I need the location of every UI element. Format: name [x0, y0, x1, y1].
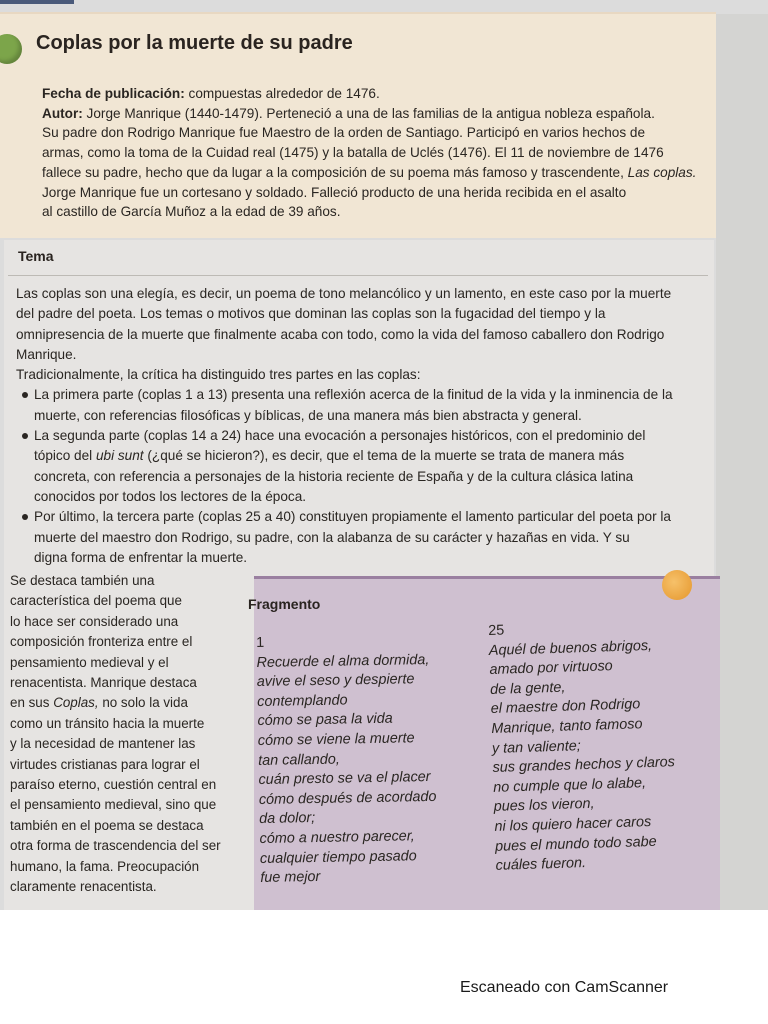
side-line: renacentista. Manrique destaca [10, 675, 197, 691]
info-text: fallece su padre, hecho que da lugar a la composición de su poema más famoso y trascendente, [42, 164, 628, 180]
verse-line: Manrique, tanto famoso [491, 716, 643, 737]
side-line: virtudes cristianas para lograr el [10, 756, 200, 772]
verse-line: cómo se pasa la vida [257, 711, 393, 730]
side-text: no solo la vida [98, 695, 188, 711]
verse-line: cómo a nuestro parecer, [259, 828, 415, 847]
verse-line: Recuerde el alma dormida, [256, 651, 430, 671]
verse-line: cuáles fueron. [495, 855, 587, 875]
verse-line: cuán presto se va el placer [258, 769, 431, 789]
bullet-icon [22, 433, 28, 439]
list-item [16, 426, 706, 507]
tema-line: Manrique. [16, 346, 77, 362]
verse-line: cómo después de acordado [258, 788, 437, 808]
copla-1 [256, 631, 438, 889]
side-line: pensamiento medieval y el [10, 654, 169, 670]
side-line [10, 693, 250, 713]
verse-line: amado por virtuoso [489, 658, 613, 679]
list-item [16, 507, 706, 568]
tema-line: del padre del poeta. Los temas o motivos que dominan las coplas son la fugacidad del tiempo y la [16, 306, 606, 322]
bullet-icon [22, 514, 28, 520]
list-item-line: conocidos por todos los lectores de la época. [34, 488, 307, 504]
verse-line: Aquél de buenos abrigos, [488, 637, 653, 659]
side-line: composición fronteriza entre el [10, 634, 193, 650]
copla-number: 25 [488, 622, 505, 639]
list-item-line: La primera parte (coplas 1 a 13) presenta una reflexión acerca de la finitud de la vida y la inminencia de la [34, 387, 673, 403]
side-line: y la necesidad de mantener las [10, 736, 196, 752]
parts-list [16, 385, 706, 568]
list-item-line: La segunda parte (coplas 14 a 24) hace una evocación a personajes históricos, con el predominio del [34, 428, 646, 444]
verse-line: ni los quiero hacer caros [494, 813, 652, 835]
tema-divider [8, 275, 708, 276]
side-line: como un tránsito hacia la muerte [10, 715, 205, 731]
tema-heading: Tema [18, 248, 54, 264]
publication-date-value: compuestas alrededor de 1476. [184, 86, 380, 101]
verse-line: sus grandes hechos y claros [492, 754, 676, 777]
list-item-line [34, 446, 706, 466]
copla-number: 1 [256, 634, 265, 651]
work-title-emphasis: Las coplas. [627, 164, 697, 180]
page-title: Coplas por la muerte de su padre [36, 32, 353, 54]
verse-line: el maestre don Rodrigo [490, 696, 641, 718]
author-line [42, 104, 702, 124]
side-text: en sus [10, 695, 54, 711]
bullet-icon [22, 392, 28, 398]
info-line: Su padre don Rodrigo Manrique fue Maestro de la orden de Santiago. Participó en varios hechos de [42, 125, 646, 141]
camscanner-watermark: Escaneado con CamScanner [460, 979, 669, 996]
ubi-sunt-emphasis: ubi sunt [95, 448, 144, 464]
verse-line: de la gente, [489, 679, 566, 698]
side-column [10, 571, 250, 898]
copla-25 [488, 616, 678, 876]
list-item-line: concreta, con referencia a personajes de la historia reciente de España y de la cultura clásica latina [34, 468, 634, 484]
coplas-emphasis: Coplas, [53, 695, 99, 711]
side-line: también en el poema se destaca [10, 817, 204, 833]
list-item-text: (¿qué se hicieron?), es decir, que el tema de la muerte se trata de manera más [143, 448, 625, 464]
tema-line: omnipresencia de la muerte que finalmente acaba con todo, como la vida del famoso caballero don Rodrigo [16, 326, 665, 342]
info-line: al castillo de García Muñoz a la edad de 39 años. [42, 204, 341, 220]
side-line: lo hace ser considerado una [10, 613, 179, 629]
side-line: característica del poema que [10, 593, 182, 609]
side-line: el pensamiento medieval, sino que [10, 797, 217, 813]
verse-line: pues los vieron, [493, 796, 595, 816]
info-line [42, 163, 702, 183]
info-line: Jorge Manrique fue un cortesano y soldado. Falleció producto de una herida recibida en el asalto [42, 184, 627, 200]
side-line: humano, la fama. Preocupación [10, 858, 200, 874]
side-line: Se destaca también una [10, 573, 155, 588]
list-item-line: muerte, con referencias filosóficas y bíblicas, de una manera más bien abstracta y general. [34, 407, 582, 423]
list-item-line: muerte del maestro don Rodrigo, su padre, con la alabanza de su carácter y hazañas en vida. Y su [34, 529, 630, 545]
publication-date-label: Fecha de publicación: [42, 86, 185, 101]
verse-line: cómo se viene la muerte [257, 730, 415, 749]
verse-line: pues el mundo todo sabe [494, 833, 657, 855]
author-info [42, 84, 702, 222]
side-line: claramente renacentista. [10, 879, 157, 895]
tema-line: Tradicionalmente, la crítica ha distinguido tres partes en las coplas: [16, 367, 421, 383]
page-tab-marker [0, 0, 74, 4]
list-item-line: Por último, la tercera parte (coplas 25 a 40) constituyen propiamente el lamento particular del poeta por la [34, 509, 671, 525]
next-page-edge [716, 14, 768, 910]
side-line: otra forma de trascendencia del ser [10, 838, 221, 854]
verse-line: avive el seso y despierte [256, 671, 415, 691]
author-text: Jorge Manrique (1440-1479). Perteneció a una de las familias de la antigua nobleza española. [82, 105, 655, 121]
verse-line: y tan valiente; [491, 737, 581, 757]
tema-line: Las coplas son una elegía, es decir, un poema de tono melancólico y un lamento, en este caso por la muerte [16, 286, 672, 301]
info-line: armas, como la toma de la Cuidad real (1475) y la batalla de Uclés (1476). El 11 de noviembre de 1476 [42, 145, 664, 161]
author-label: Autor: [42, 105, 83, 121]
publication-date-line [42, 84, 702, 104]
tema-body [16, 284, 706, 568]
fragment-heading: Fragmento [248, 596, 321, 612]
list-item-line: digna forma de enfrentar la muerte. [34, 549, 248, 565]
verse-line: tan callando, [258, 751, 340, 769]
verse-line: da dolor; [259, 810, 316, 828]
list-item-text: tópico del [34, 448, 96, 464]
orange-circle-icon [662, 570, 692, 600]
verse-line: fue mejor [260, 869, 321, 887]
verse-line: contemplando [257, 692, 348, 710]
verse-line: no cumple que lo alabe, [492, 774, 647, 796]
list-item [16, 385, 706, 426]
verse-line: cualquier tiempo pasado [259, 847, 417, 867]
side-line: paraíso eterno, cuestión central en [10, 777, 217, 793]
